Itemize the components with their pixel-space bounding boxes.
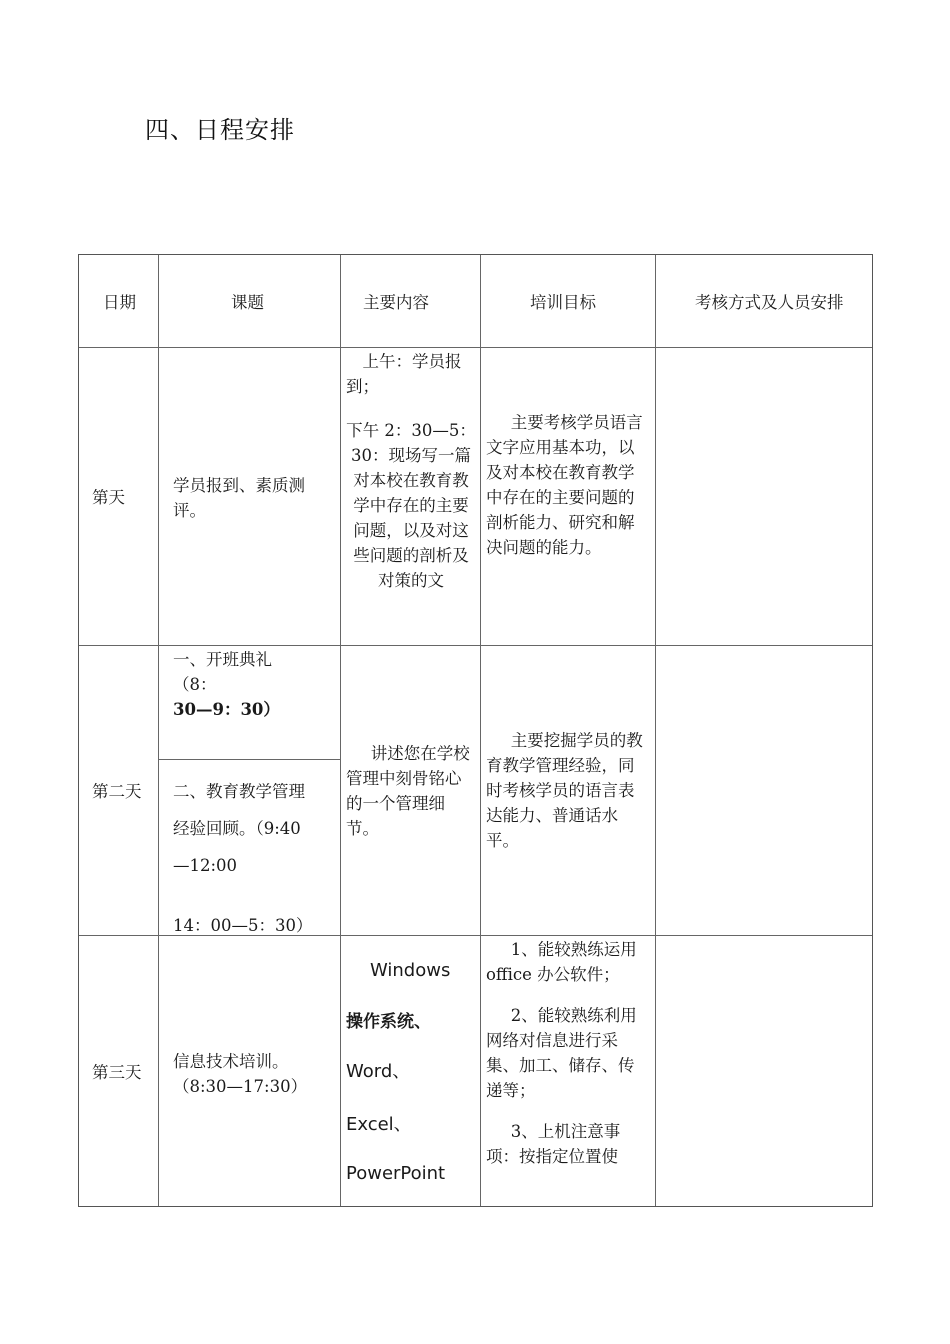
column-divider (480, 255, 481, 1206)
header-goal: 培训目标 (530, 293, 596, 312)
row2-topic-opening-time-b: 30—9：30） (173, 700, 280, 719)
row2-goal-text: 主要挖掘学员的教育教学管理经验，同时考核学员的语言表达能力、普通话水平。 (486, 731, 643, 850)
header-date: 日期 (103, 293, 136, 312)
row3-goal-item-1: 1、能较熟练运用 office 办公软件； (486, 940, 637, 984)
row-divider (159, 759, 340, 760)
row2-topic-opening-time-a: （8： (173, 675, 217, 694)
row1-goal (486, 410, 649, 560)
row3-day: 第三天 (92, 1063, 142, 1082)
row1-day: 第天 (92, 488, 125, 507)
row3-content-excel: Excel、 (346, 1114, 412, 1135)
row2-content (346, 741, 474, 841)
row3-goal-item-2: 2、能较熟练利用网络对信息进行采集、加工、储存、传递等； (486, 1006, 637, 1100)
row1-content-afternoon: 下午 2：30—5：30：现场写一篇对本校在教育教学中存在的主要问题，以及对这些问题的剖析及对策的文 (346, 421, 476, 590)
row1-content-morning: 上午：学员报到； (346, 352, 462, 396)
row1-goal-text: 主要考核学员语言文字应用基本功，以及对本校在教育教学中存在的主要问题的剖析能力、研究和解决问题的能力。 (486, 413, 643, 557)
row-divider (79, 347, 872, 348)
row2-topic-review-time-a: 经验回顾。（9:40 (173, 819, 301, 838)
column-divider (340, 255, 341, 1206)
row2-topic-review-time-c: 14：00—5：30） (173, 916, 313, 935)
row3-content (346, 958, 478, 1187)
row2-content-text: 讲述您在学校管理中刻骨铭心的一个管理细节。 (346, 744, 470, 838)
row1-topic: 学员报到、素质测评。 (173, 476, 305, 520)
row-divider (79, 645, 872, 646)
row3-content-os: 操作系统、 (346, 1012, 431, 1032)
row2-topic-review (173, 773, 335, 944)
row3-content-windows: Windows (370, 960, 451, 981)
header-assessment: 考核方式及人员安排 (695, 293, 844, 312)
row3-goal (486, 937, 649, 1205)
row2-topic-review-time-b: —12:00 (173, 856, 238, 875)
header-topic: 课题 (231, 293, 264, 312)
row3-topic: 信息技术培训。（8:30—17:30） (173, 1052, 308, 1096)
row2-day: 第二天 (92, 782, 142, 801)
row3-goal-item-3: 3、上机注意事项：按指定位置使 (486, 1122, 621, 1166)
row2-goal (486, 728, 649, 853)
section-heading: 四、日程安排 (145, 116, 295, 144)
column-divider (655, 255, 656, 1206)
row3-content-word: Word、 (346, 1061, 411, 1082)
row2-topic-opening (173, 647, 335, 722)
row3-content-powerpoint: PowerPoint (346, 1163, 446, 1184)
row2-topic-review-title: 二、教育教学管理 (173, 782, 305, 801)
column-divider (158, 255, 159, 1206)
header-content: 主要内容 (363, 293, 429, 312)
row2-topic-opening-title: 一、开班典礼 (173, 650, 272, 669)
row1-content (346, 349, 476, 645)
schedule-table (78, 254, 873, 1207)
